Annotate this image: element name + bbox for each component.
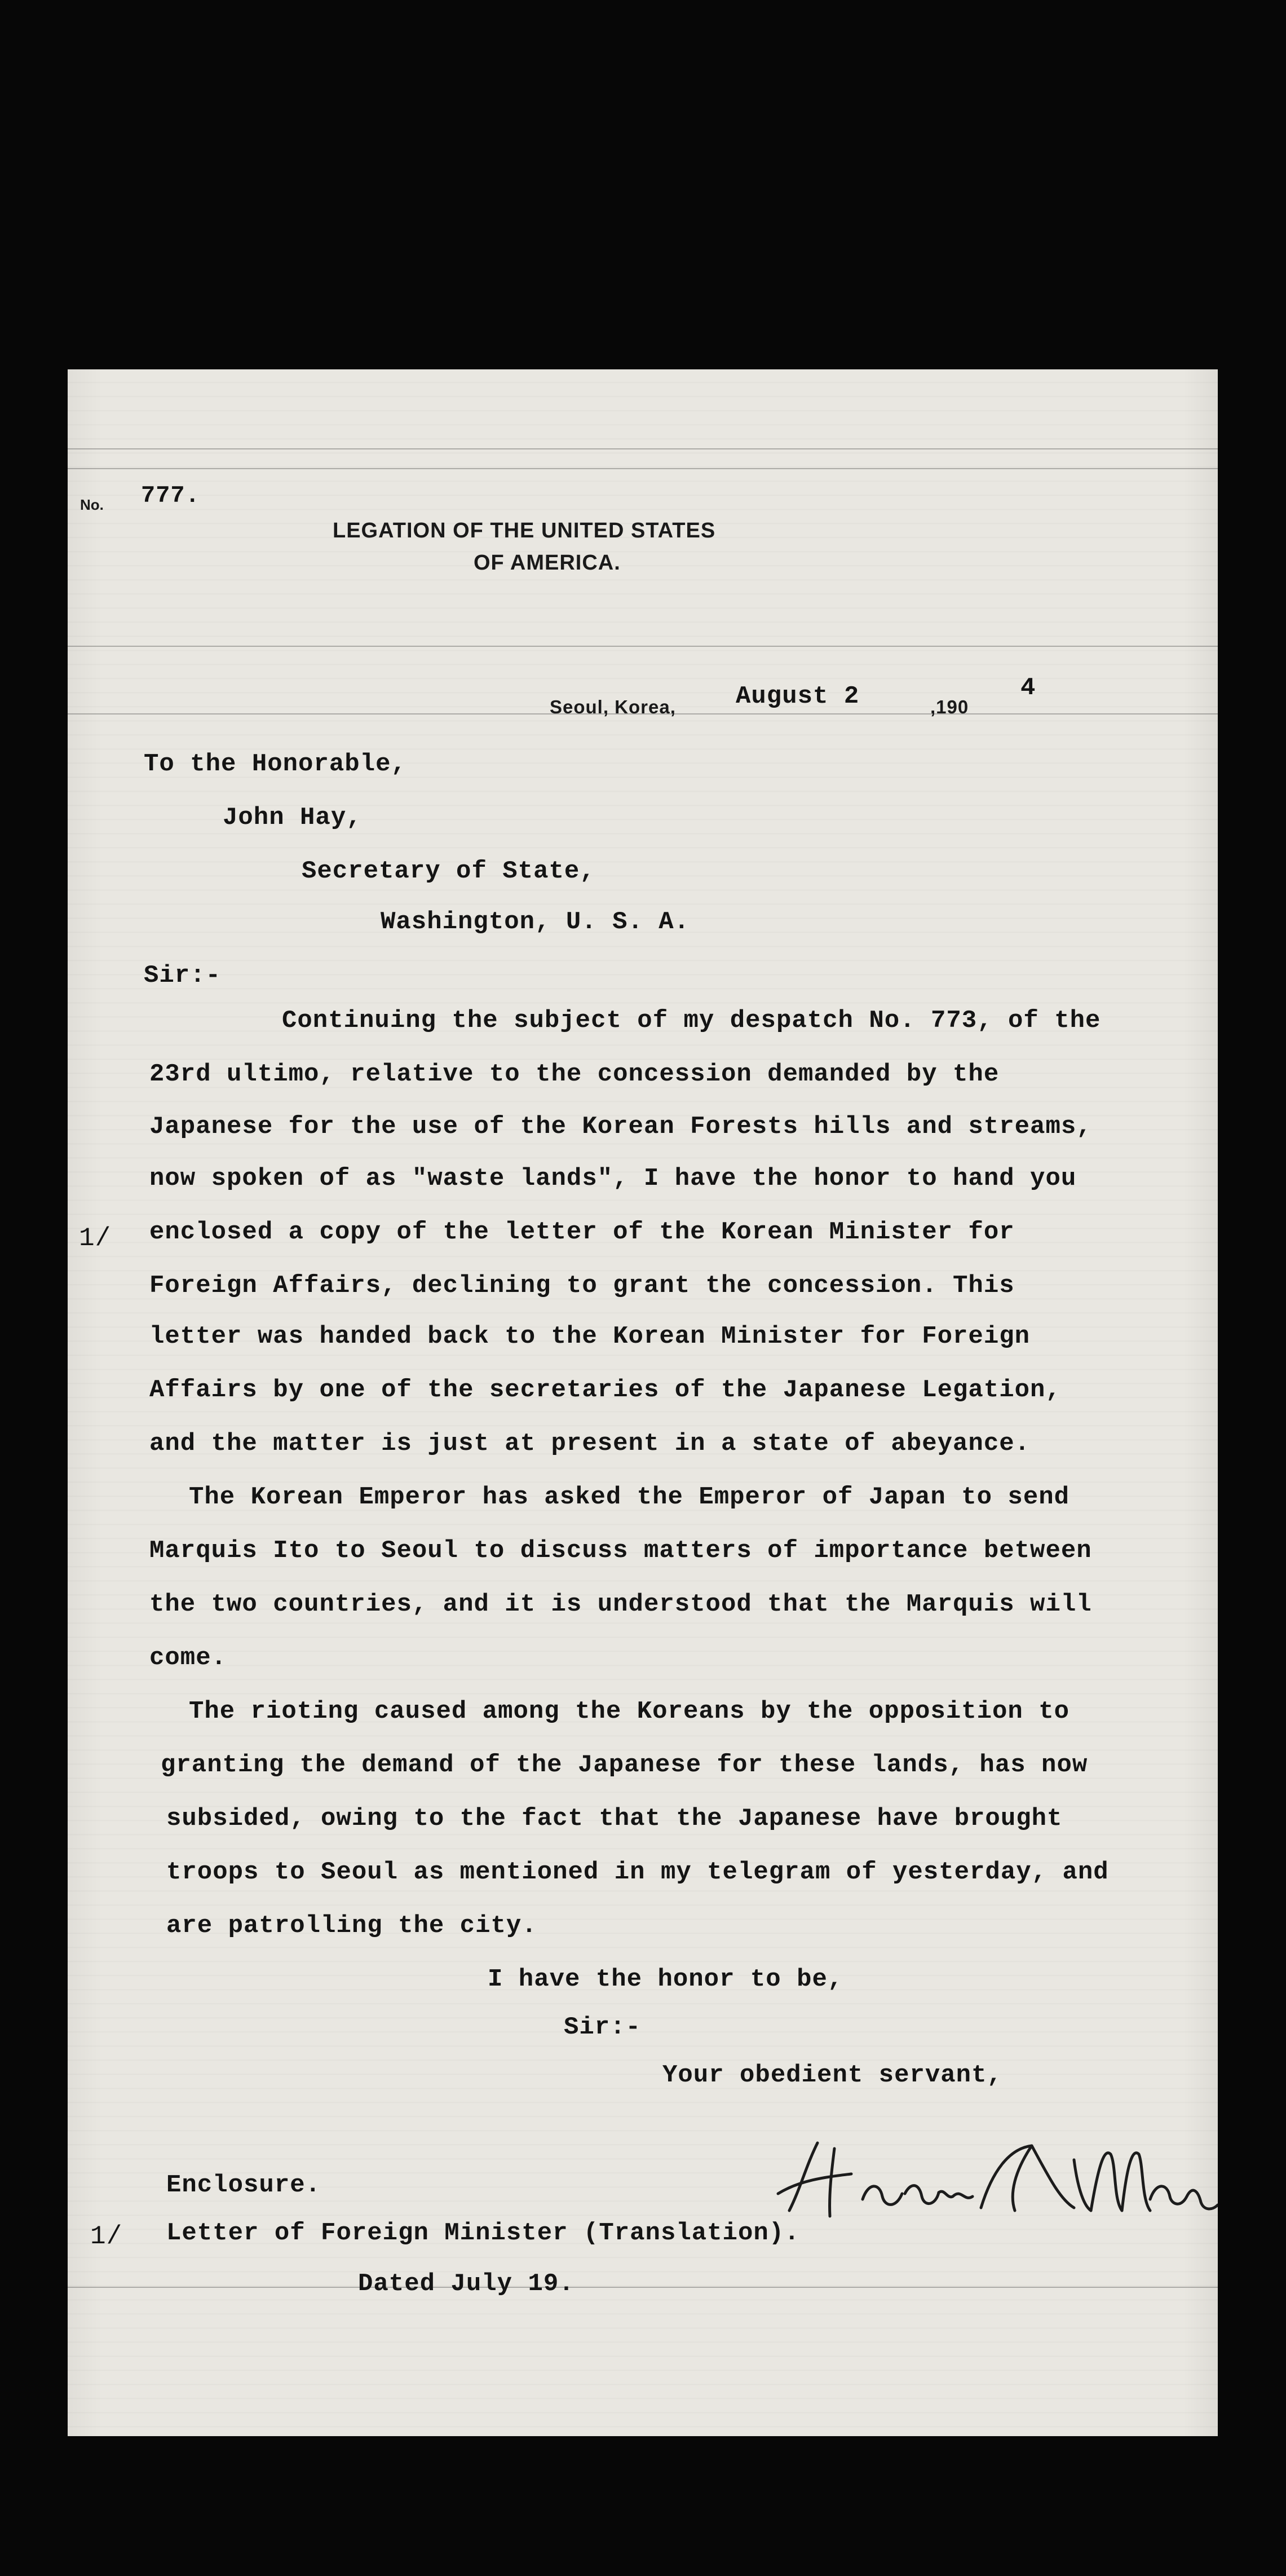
paper-rule <box>68 2287 1218 2288</box>
body-line: The rioting caused among the Koreans by the opposition to <box>189 1697 1070 1726</box>
body-line: Continuing the subject of my despatch No. 773, of the <box>282 1007 1101 1035</box>
despatch-number: 777. <box>141 482 200 509</box>
body-line: letter was handed back to the Korean Minister for Foreign <box>149 1322 1031 1351</box>
letterhead-line-1: LEGATION OF THE UNITED STATES <box>333 519 716 542</box>
paper-rule <box>68 468 1218 469</box>
body-line: Affairs by one of the secretaries of the Japanese Legation, <box>149 1376 1061 1404</box>
margin-enclosure-mark: 1/ <box>90 2222 123 2251</box>
address-line-2: John Hay, <box>223 804 362 832</box>
body-line: and the matter is just at present in a state of abeyance. <box>149 1430 1031 1458</box>
body-line: Marquis Ito to Seoul to discuss matters of importance between <box>149 1537 1092 1565</box>
enclosure-heading: Enclosure. <box>166 2171 321 2199</box>
dateline-date: August 2 <box>736 682 860 711</box>
body-line: granting the demand of the Japanese for these lands, has now <box>161 1751 1088 1779</box>
body-line: enclosed a copy of the letter of the Korean Minister for <box>149 1218 1015 1246</box>
body-line: come. <box>149 1644 227 1672</box>
body-line: are patrolling the city. <box>166 1912 537 1940</box>
dateline-year-digit: 4 <box>1020 674 1036 702</box>
body-line: now spoken of as "waste lands", I have the honor to hand you <box>149 1165 1077 1193</box>
salutation: Sir:- <box>144 961 222 990</box>
handwritten-signature <box>767 2126 1218 2233</box>
closing-line-2: Sir:- <box>564 2013 642 2041</box>
body-line: subsided, owing to the fact that the Japanese have brought <box>166 1805 1063 1833</box>
enclosure-dated: Dated July 19. <box>358 2270 574 2298</box>
body-line: troops to Seoul as mentioned in my telegram of yesterday, and <box>166 1858 1109 1886</box>
dateline-place: Seoul, Korea, <box>550 696 676 717</box>
body-line: Japanese for the use of the Korean Forests hills and streams, <box>149 1113 1092 1141</box>
body-line: Foreign Affairs, declining to grant the concession. This <box>149 1272 1015 1300</box>
letter-page <box>68 369 1218 2436</box>
closing-line-1: I have the honor to be, <box>488 1965 843 1993</box>
paper-rule <box>68 448 1218 449</box>
margin-enclosure-mark: 1/ <box>79 1224 112 1253</box>
letterhead-line-2: OF AMERICA. <box>474 551 621 575</box>
paper-rule <box>68 646 1218 647</box>
address-line-4: Washington, U. S. A. <box>381 908 690 936</box>
body-line: The Korean Emperor has asked the Emperor of Japan to send <box>189 1483 1070 1511</box>
body-line: 23rd ultimo, relative to the concession demanded by the <box>149 1060 1000 1088</box>
enclosure-item: Letter of Foreign Minister (Translation). <box>166 2219 800 2247</box>
closing-line-3: Your obedient servant, <box>662 2061 1002 2089</box>
address-line-1: To the Honorable, <box>144 750 406 778</box>
body-line: the two countries, and it is understood that the Marquis will <box>149 1590 1092 1618</box>
number-label: No. <box>80 496 104 513</box>
address-line-3: Secretary of State, <box>302 857 595 885</box>
dateline-year-prefix: ,190 <box>930 696 969 717</box>
